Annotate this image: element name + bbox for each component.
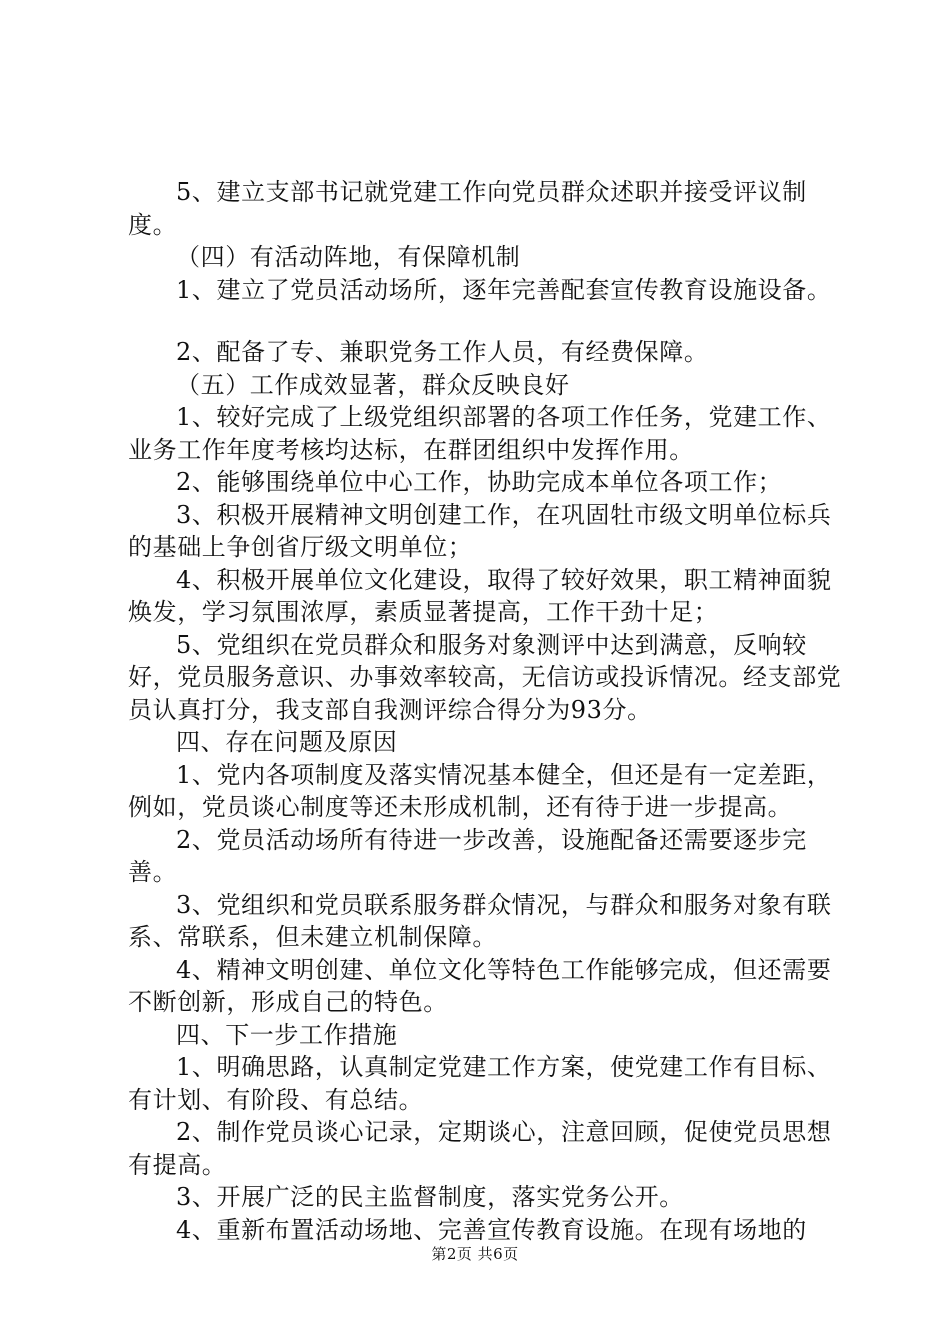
paragraph: 4、重新布置活动场地、完善宣传教育设施。在现有场地的 [176,1215,807,1244]
section-heading: （五）工作成效显著，群众反映良好 [176,370,570,399]
paragraph: 4、精神文明创建、单位文化等特色工作能够完成，但还需要不断创新，形成自己的特色。 [128,955,832,1016]
paragraph: 1、明确思路，认真制定党建工作方案，使党建工作有目标、有计划、有阶段、有总结。 [128,1053,832,1114]
paragraph: 5、建立支部书记就党建工作向党员群众述职并接受评议制度。 [128,178,807,239]
paragraph: 3、党组织和党员联系服务群众情况，与群众和服务对象有联系、常联系，但未建立机制保障。 [128,890,832,951]
page-number-footer: 第2页 共6页 [431,1245,519,1263]
paragraph: 2、制作党员谈心记录，定期谈心，注意回顾，促使党员思想有提高。 [128,1118,832,1179]
paragraph: 1、党内各项制度及落实情况基本健全，但还是有一定差距，例如，党员谈心制度等还未形成机制，还有待于进一步提高。 [128,760,832,821]
paragraph: 2、能够围绕单位中心工作，协助完成本单位各项工作； [176,468,783,496]
paragraph: 2、配备了专、兼职党务工作人员，有经费保障。 [176,338,709,366]
paragraph: 3、积极开展精神文明创建工作，在巩固牡市级文明单位标兵的基础上争创省厅级文明单位； [128,500,832,561]
paragraph-gap [128,306,848,336]
paragraph: 4、积极开展单位文化建设，取得了较好效果，职工精神面貌焕发，学习氛围浓厚，素质显著提高，工作干劲十足； [128,565,832,626]
document-body [128,176,848,1246]
paragraph: 1、建立了党员活动场所，逐年完善配套宣传教育设施设备。 [176,275,832,304]
paragraph: 5、党组织在党员群众和服务对象测评中达到满意，反响较好，党员服务意识、办事效率较高，无信访或投诉情况。经支部党员认真打分，我支部自我测评综合得分为93分。 [128,630,842,724]
paragraph: 2、党员活动场所有待进一步改善，设施配备还需要逐步完善。 [128,825,807,886]
paragraph: 3、开展广泛的民主监督制度，落实党务公开。 [176,1183,684,1211]
section-heading: （四）有活动阵地，有保障机制 [176,243,521,271]
section-heading: 四、存在问题及原因 [176,728,398,756]
paragraph: 1、较好完成了上级党组织部署的各项工作任务，党建工作、业务工作年度考核均达标，在群团组织中发挥作用。 [128,403,832,464]
section-heading: 四、下一步工作措施 [176,1020,398,1049]
